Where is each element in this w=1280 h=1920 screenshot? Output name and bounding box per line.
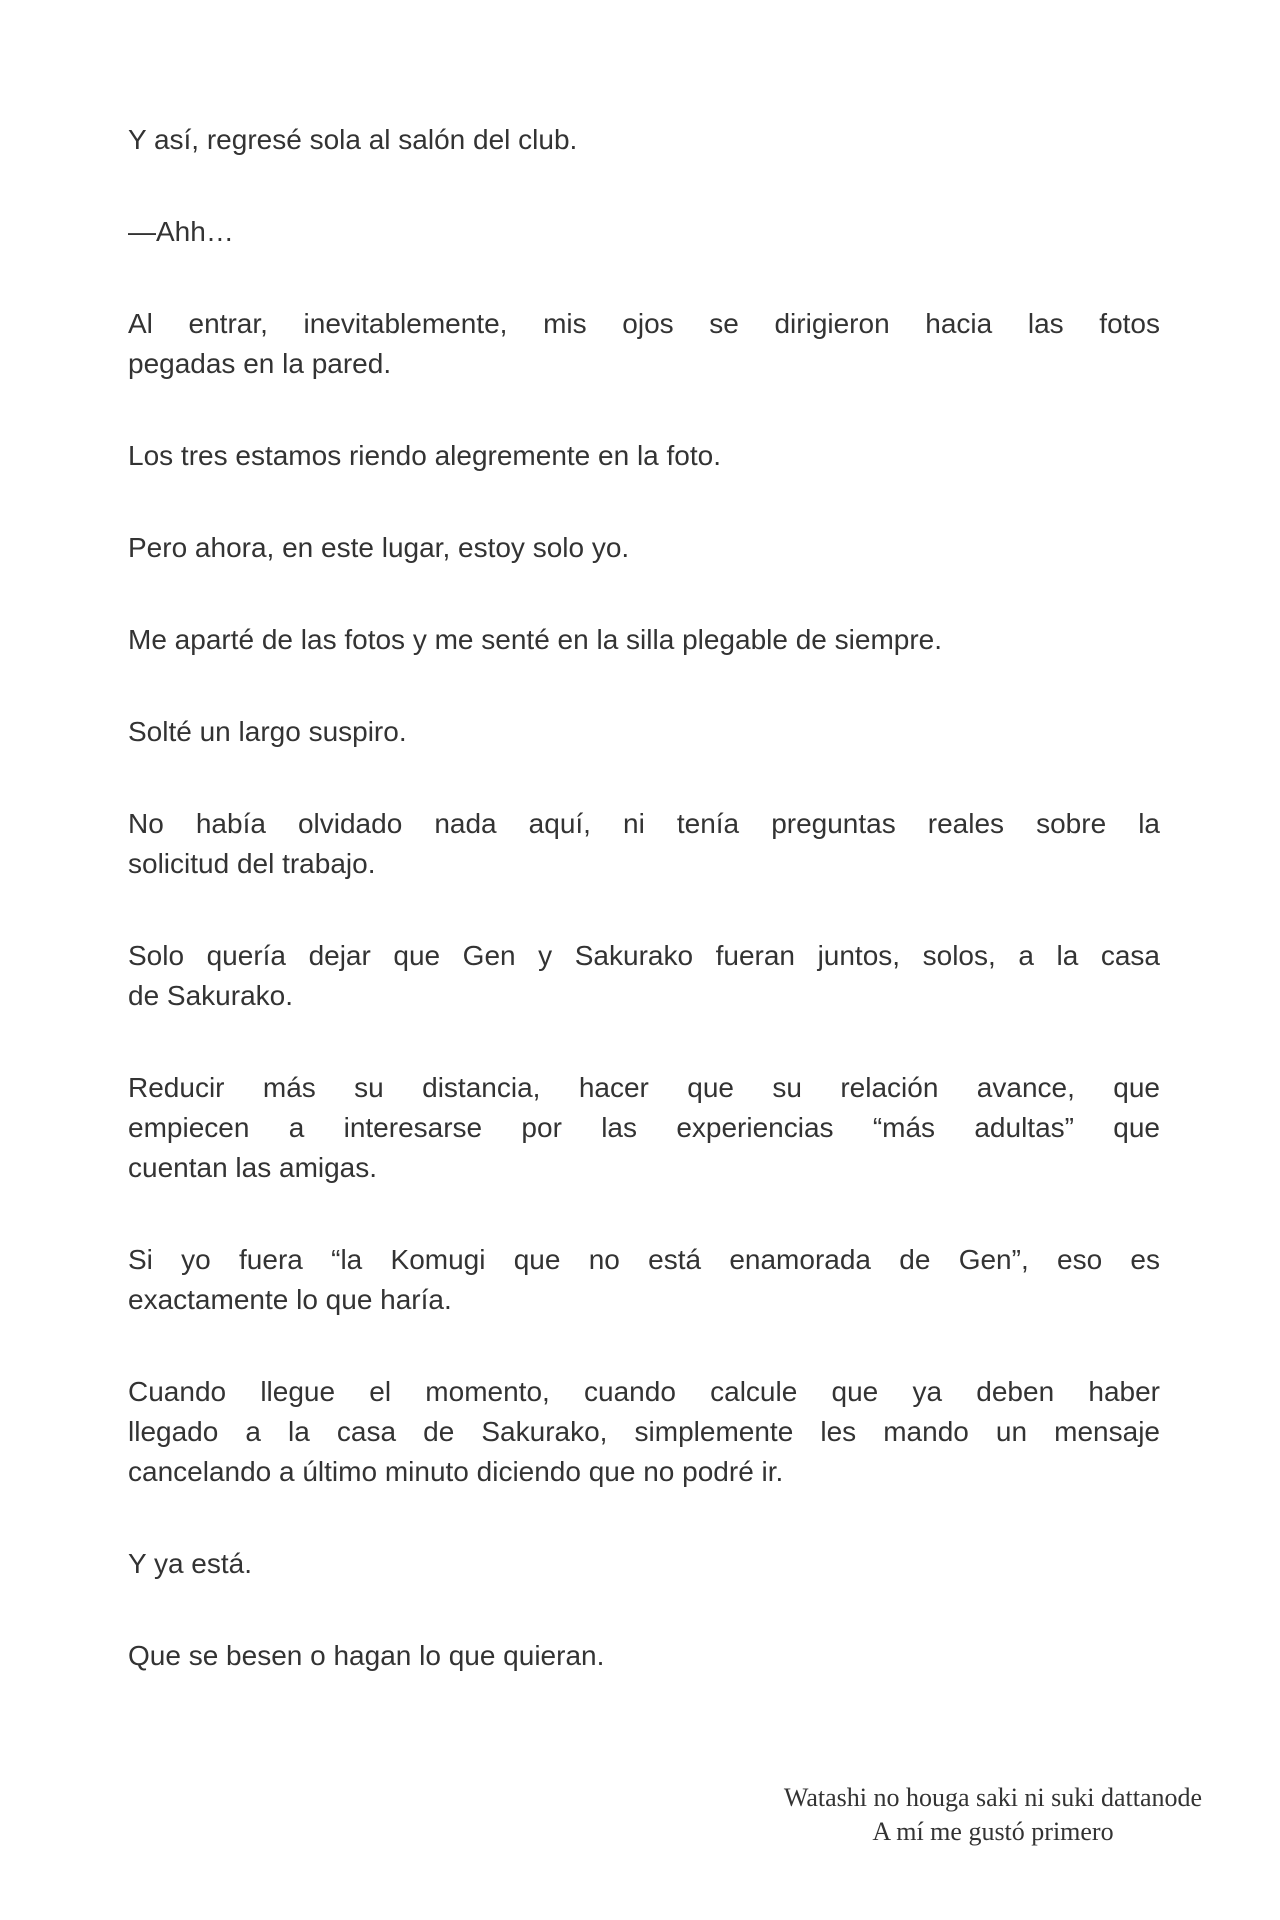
paragraph-line: Y así, regresé sola al salón del club. bbox=[128, 124, 578, 155]
paragraph-line: Me aparté de las fotos y me senté en la silla plegable de siempre. bbox=[128, 624, 943, 655]
paragraph bbox=[128, 304, 1160, 384]
paragraph-line: Solo quería dejar que Gen y Sakurako fueran juntos, solos, a la casa bbox=[128, 940, 1160, 971]
paragraph bbox=[128, 120, 1160, 160]
paragraph-line: llegado a la casa de Sakurako, simplemente les mando un mensaje bbox=[128, 1416, 1160, 1447]
paragraph-line: Pero ahora, en este lugar, estoy solo yo. bbox=[128, 532, 630, 563]
paragraph bbox=[128, 1068, 1160, 1188]
paragraph-line: Que se besen o hagan lo que quieran. bbox=[128, 1640, 605, 1671]
chapter-text bbox=[128, 120, 1160, 1728]
paragraph-line: —Ahh… bbox=[128, 216, 234, 247]
source-title-spanish: A mí me gustó primero bbox=[872, 1817, 1114, 1846]
paragraph-line: cancelando a último minuto diciendo que no podré ir. bbox=[128, 1456, 784, 1487]
paragraph-line: empiecen a interesarse por las experiencias “más adultas” que bbox=[128, 1112, 1160, 1143]
paragraph-line: exactamente lo que haría. bbox=[128, 1284, 452, 1315]
paragraph-line: Reducir más su distancia, hacer que su relación avance, que bbox=[128, 1072, 1160, 1103]
paragraph bbox=[128, 1636, 1160, 1676]
paragraph bbox=[128, 212, 1160, 252]
paragraph-line: Y ya está. bbox=[128, 1548, 253, 1579]
paragraph-line: Cuando llegue el momento, cuando calcule que ya deben haber bbox=[128, 1376, 1160, 1407]
paragraph bbox=[128, 620, 1160, 660]
paragraph-line: No había olvidado nada aquí, ni tenía preguntas reales sobre la bbox=[128, 808, 1160, 839]
paragraph-line: pegadas en la pared. bbox=[128, 348, 392, 379]
source-title-footer bbox=[693, 1781, 1280, 1849]
paragraph bbox=[128, 528, 1160, 568]
paragraph bbox=[128, 712, 1160, 752]
paragraph-line: Los tres estamos riendo alegremente en la foto. bbox=[128, 440, 722, 471]
paragraph-line: Si yo fuera “la Komugi que no está enamorada de Gen”, eso es bbox=[128, 1244, 1160, 1275]
paragraph-line: solicitud del trabajo. bbox=[128, 848, 376, 879]
source-title-romaji: Watashi no houga saki ni suki dattanode bbox=[783, 1783, 1203, 1812]
paragraph bbox=[128, 936, 1160, 1016]
paragraph-line: Al entrar, inevitablemente, mis ojos se dirigieron hacia las fotos bbox=[128, 308, 1160, 339]
paragraph bbox=[128, 1240, 1160, 1320]
paragraph bbox=[128, 1372, 1160, 1492]
paragraph bbox=[128, 436, 1160, 476]
paragraph-line: de Sakurako. bbox=[128, 980, 293, 1011]
paragraph bbox=[128, 1544, 1160, 1584]
paragraph bbox=[128, 804, 1160, 884]
paragraph-line: cuentan las amigas. bbox=[128, 1152, 378, 1183]
paragraph-line: Solté un largo suspiro. bbox=[128, 716, 407, 747]
